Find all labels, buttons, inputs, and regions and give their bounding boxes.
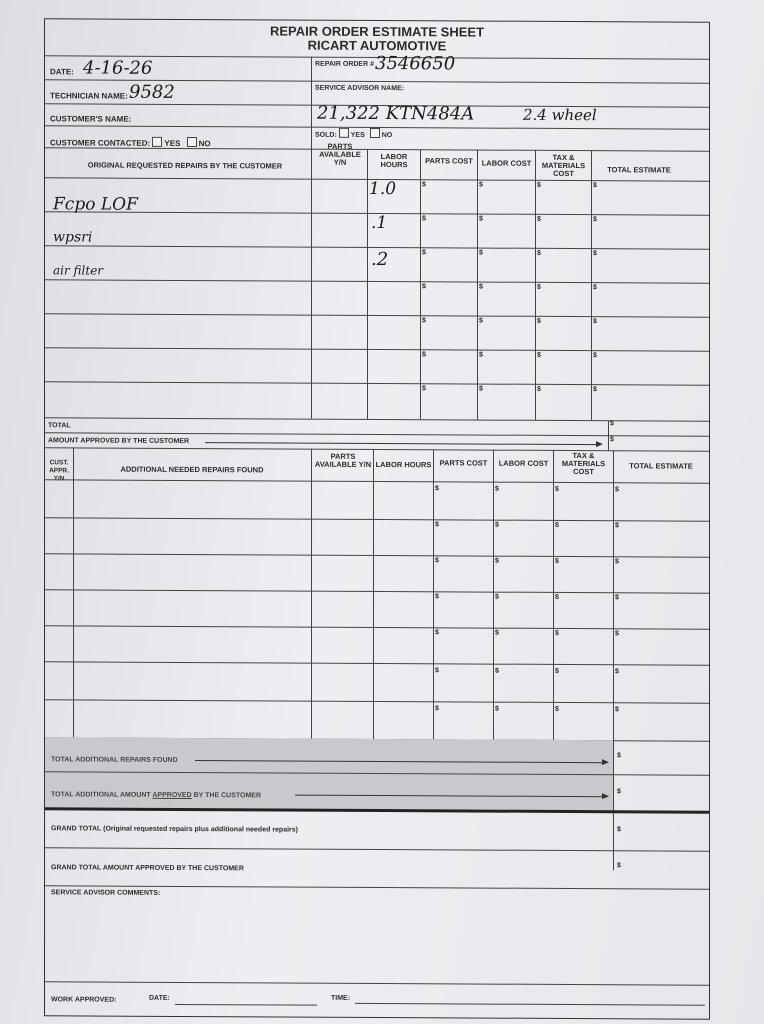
- total-additional-label: TOTAL ADDITIONAL REPAIRS FOUND: [51, 756, 178, 764]
- table2-row-4-dollar: $: [435, 593, 439, 601]
- table1-row-1-dollar: $: [537, 181, 541, 189]
- table2-row-4-dollar: $: [555, 593, 559, 601]
- table2-row-6-dollar: $: [555, 667, 559, 675]
- arrow: [205, 442, 601, 445]
- table1-row-3-dollar: $: [593, 250, 597, 258]
- col2-labor-cost: LABOR COST: [498, 458, 549, 468]
- amount-approved-label: AMOUNT APPROVED BY THE CUSTOMER: [48, 437, 190, 446]
- table1-row-7-dollar: $: [537, 385, 541, 393]
- table1-row-4-dollar: $: [479, 283, 483, 291]
- table2-row-1-dollar: $: [495, 485, 499, 493]
- sold-no-checkbox[interactable]: [370, 128, 380, 138]
- grand-total-approved-label: GRAND TOTAL AMOUNT APPROVED BY THE CUSTOMER: [51, 864, 244, 873]
- comments-label: SERVICE ADVISOR COMMENTS:: [51, 889, 161, 897]
- col-labor-hours: LABOR HOURS: [380, 152, 408, 170]
- table2-row-2-dollar: $: [615, 522, 619, 530]
- approved-dollar: $: [610, 436, 614, 444]
- form-title: REPAIR ORDER ESTIMATE SHEET: [269, 23, 485, 40]
- table1-row-7-dollar: $: [593, 386, 597, 394]
- total-dollar: $: [610, 420, 614, 428]
- table2-row-4-dollar: $: [495, 593, 499, 601]
- sold-yes-checkbox[interactable]: [339, 128, 349, 138]
- table1-row-5-dollar: $: [537, 317, 541, 325]
- table2-row-5-dollar: $: [555, 629, 559, 637]
- table1-row-1-dollar: $: [422, 181, 426, 189]
- table1-row-7-dollar: $: [422, 385, 426, 393]
- col2-total-estimate: TOTAL ESTIMATE: [629, 461, 693, 471]
- table1-row-6-dollar: $: [593, 352, 597, 360]
- table1-row-2-dollar: $: [479, 215, 483, 223]
- table2-row-5-dollar: $: [615, 630, 619, 638]
- table1-row-3-dollar: $: [537, 249, 541, 257]
- grand-total-dollar: $: [617, 826, 621, 834]
- table2-row-2-dollar: $: [495, 521, 499, 529]
- repair-order-value[interactable]: 3546650: [375, 52, 456, 75]
- table2-row-6-dollar: $: [495, 667, 499, 675]
- table2-row-6-dollar: $: [615, 668, 619, 676]
- table1-row-4-dollar: $: [593, 284, 597, 292]
- table1-row-5-dollar: $: [593, 318, 597, 326]
- table2-row-5-dollar: $: [435, 629, 439, 637]
- table2-row-1-dollar: $: [555, 485, 559, 493]
- total-additional-approved-label: TOTAL ADDITIONAL AMOUNT APPROVED BY THE CUSTOMER: [51, 791, 262, 800]
- technician-label: TECHNICIAN NAME:: [50, 91, 128, 101]
- table2-row-7-dollar: $: [555, 705, 559, 713]
- col2-labor-hours: LABOR HOURS: [375, 459, 432, 470]
- customer-contacted-label: CUSTOMER CONTACTED: YES NO: [50, 138, 211, 149]
- table1-row-7-dollar: $: [479, 385, 483, 393]
- repair-row-3-hours[interactable]: .2: [371, 248, 389, 271]
- table2-row-2-dollar: $: [435, 521, 439, 529]
- table1-row-5-dollar: $: [479, 317, 483, 325]
- col-tax-materials: TAX & MATERIALS COST: [541, 152, 586, 179]
- technician-value[interactable]: 9582: [129, 81, 175, 103]
- time-line[interactable]: [355, 1003, 705, 1006]
- repair-row-1-hours[interactable]: 1.0: [369, 178, 397, 200]
- estimate-form: [44, 18, 710, 1019]
- table1-row-2-dollar: $: [537, 215, 541, 223]
- table2-row-7-dollar: $: [435, 705, 439, 713]
- table2-row-3-dollar: $: [495, 557, 499, 565]
- total-label: TOTAL: [48, 422, 71, 430]
- contacted-yes-checkbox[interactable]: [152, 137, 162, 147]
- table2-row-6-dollar: $: [435, 667, 439, 675]
- table2-row-3-dollar: $: [435, 557, 439, 565]
- total-additional-dollar: $: [617, 752, 621, 760]
- table1-row-6-dollar: $: [479, 351, 483, 359]
- table1-row-2-dollar: $: [422, 215, 426, 223]
- table1-row-6-dollar: $: [422, 351, 426, 359]
- vehicle-extra-value[interactable]: 2.4 wheel: [523, 105, 597, 125]
- table2-row-7-dollar: $: [495, 705, 499, 713]
- repair-row-1-desc[interactable]: Fcpo LOF: [53, 194, 138, 215]
- repair-order-label: REPAIR ORDER #: [315, 60, 374, 68]
- col-labor-cost: LABOR COST: [481, 158, 532, 168]
- col-parts-cost: PARTS COST: [425, 156, 473, 166]
- table1-row-4-dollar: $: [422, 283, 426, 291]
- grand-total-label: GRAND TOTAL (Original requested repairs plus additional needed repairs): [51, 825, 298, 834]
- customer-name-label: CUSTOMER'S NAME:: [50, 114, 132, 124]
- table2-row-2-dollar: $: [555, 521, 559, 529]
- work-approved-label: WORK APPROVED:: [51, 996, 117, 1004]
- comments-area[interactable]: [45, 899, 709, 982]
- table1-row-4-dollar: $: [537, 283, 541, 291]
- col-parts-available: PARTS AVAILABLE Y/N: [319, 141, 361, 167]
- time-label: TIME:: [331, 994, 351, 1002]
- repair-row-3-desc[interactable]: air filter: [53, 263, 104, 278]
- table1-row-2-dollar: $: [593, 216, 597, 224]
- table1-row-3-dollar: $: [479, 249, 483, 257]
- col-total-estimate: TOTAL ESTIMATE: [607, 165, 671, 175]
- table1-row-1-dollar: $: [593, 182, 597, 190]
- table2-row-1-dollar: $: [615, 486, 619, 494]
- table2-row-7-dollar: $: [615, 706, 619, 714]
- table2-row-5-dollar: $: [495, 629, 499, 637]
- table2-row-3-dollar: $: [615, 558, 619, 566]
- col-additional-repairs: ADDITIONAL NEEDED REPAIRS FOUND: [120, 464, 264, 475]
- sold-label: SOLD: YES NO: [315, 128, 392, 139]
- date-sign-label: DATE:: [149, 994, 170, 1002]
- contacted-no-checkbox[interactable]: [187, 137, 197, 147]
- repair-row-2-hours[interactable]: .1: [371, 212, 388, 234]
- repair-row-2-desc[interactable]: wpsri: [53, 229, 93, 246]
- col-cust-approved: CUST. APPR. Y/N: [49, 459, 69, 483]
- table2-row-4-dollar: $: [615, 594, 619, 602]
- table1-row-5-dollar: $: [422, 317, 426, 325]
- date-label: DATE:: [50, 67, 74, 77]
- table2-row-3-dollar: $: [555, 557, 559, 565]
- col2-parts-cost: PARTS COST: [439, 458, 488, 468]
- table1-row-3-dollar: $: [422, 249, 426, 257]
- grand-total-approved-dollar: $: [617, 862, 621, 870]
- date-sign-line[interactable]: [175, 1004, 317, 1006]
- total-approved-dollar: $: [617, 788, 621, 796]
- table2-row-1-dollar: $: [435, 485, 439, 493]
- table1-row-1-dollar: $: [479, 181, 483, 189]
- table1-row-6-dollar: $: [537, 351, 541, 359]
- date-value[interactable]: 4-16-26: [83, 57, 153, 79]
- service-advisor-label: SERVICE ADVISOR NAME:: [315, 84, 405, 93]
- dealer-name: RICART AUTOMOTIVE: [307, 37, 447, 54]
- col2-parts-available: PARTS AVAILABLE Y/N: [314, 451, 372, 469]
- col-original-repairs: ORIGINAL REQUESTED REPAIRS BY THE CUSTOMER: [87, 160, 283, 171]
- vehicle-info-value[interactable]: 21,322 KTN484A: [317, 102, 475, 125]
- col2-tax-materials: TAX & MATERIALS COST: [561, 451, 606, 477]
